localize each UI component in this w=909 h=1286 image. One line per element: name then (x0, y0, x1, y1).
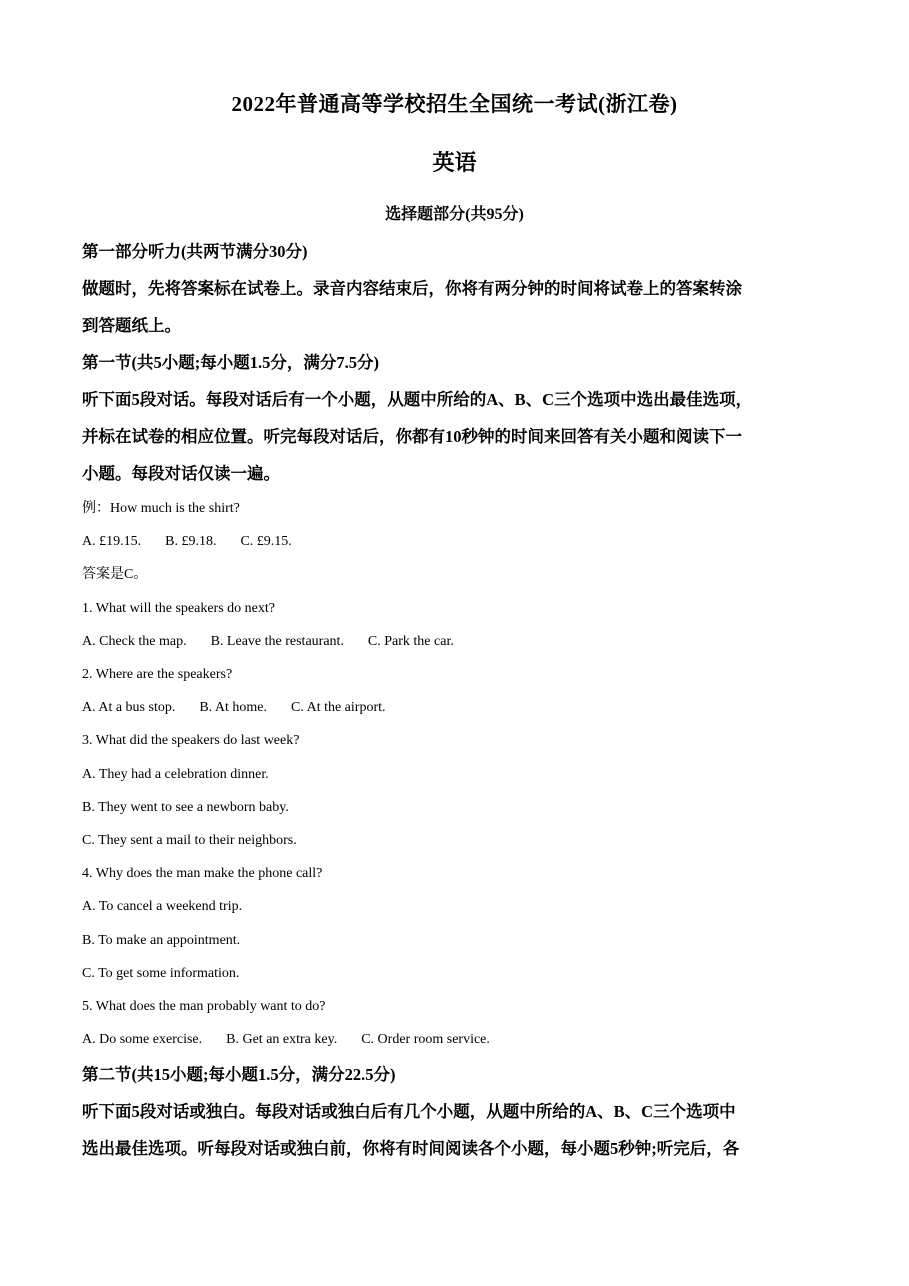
question-4-option-c: C. To get some information. (82, 965, 240, 981)
section2-heading: 第二节(共15小题;每小题1.5分，满分22.5分) (82, 1065, 396, 1085)
question-5-option-b: B. Get an extra key. (226, 1032, 338, 1048)
question-5-option-a: A. Do some exercise. (82, 1032, 203, 1048)
exam-title: 2022年普通高等学校招生全国统一考试(浙江卷) (231, 92, 678, 116)
section1-instruction-line1: 听下面5段对话。每段对话后有一个小题，从题中所给的A、B、C三个选项中选出最佳选项， (82, 390, 753, 409)
question-4-option-b: B. To make an appointment. (82, 932, 241, 948)
question-5-option-c: C. Order room service. (361, 1032, 490, 1048)
exam-content (82, 233, 832, 1167)
question-4: 4. Why does the man make the phone call? (82, 866, 323, 882)
question-2-options (82, 691, 832, 724)
example-option-a: A. £19.15. (82, 534, 142, 550)
question-2-option-b: B. At home. (199, 700, 268, 716)
part-heading: 选择题部分(共95分) (385, 206, 524, 223)
example-question: 例：How much is the shirt? (82, 501, 240, 516)
example-option-c: C. £9.15. (240, 534, 292, 550)
section2-instruction-line2: 选出最佳选项。听每段对话或独白前，你将有时间阅读各个小题，每小题5秒钟;听完后，各 (82, 1139, 740, 1159)
example-answer: 答案是C。 (82, 567, 148, 583)
part1-instruction-line1: 做题时，先将答案标在试卷上。录音内容结束后，你将有两分钟的时间将试卷上的答案转涂 (82, 279, 742, 298)
question-5: 5. What does the man probably want to do? (82, 999, 326, 1015)
question-1-option-c: C. Park the car. (367, 633, 454, 649)
part1-instruction-line2: 到答题纸上。 (82, 316, 181, 335)
example-option-b: B. £9.18. (165, 534, 217, 550)
question-3-option-c: C. They sent a mail to their neighbors. (82, 833, 297, 849)
question-3-option-b: B. They went to see a newborn baby. (82, 799, 289, 815)
question-1-options (82, 625, 832, 658)
question-5-options (82, 1023, 832, 1056)
question-3-option-a: A. They had a celebration dinner. (82, 766, 269, 782)
question-2-option-a: A. At a bus stop. (82, 700, 176, 716)
part1-heading: 第一部分听力(共两节满分30分) (82, 242, 308, 261)
question-2-option-c: C. At the airport. (291, 700, 386, 716)
question-1: 1. What will the speakers do next? (82, 600, 275, 616)
question-2: 2. Where are the speakers? (82, 667, 233, 683)
section1-instruction-line3: 小题。每段对话仅读一遍。 (82, 464, 280, 483)
example-options (82, 525, 832, 558)
question-3: 3. What did the speakers do last week? (82, 733, 300, 749)
question-1-option-a: A. Check the map. (82, 633, 187, 649)
section1-heading: 第一节(共5小题;每小题1.5分，满分7.5分) (82, 353, 379, 372)
section1-instruction-line2: 并标在试卷的相应位置。听完每段对话后，你都有10秒钟的时间来回答有关小题和阅读下一 (82, 427, 742, 446)
section2-instruction-line1: 听下面5段对话或独白。每段对话或独白后有几个小题，从题中所给的A、B、C三个选项中 (82, 1102, 736, 1122)
question-4-option-a: A. To cancel a weekend trip. (82, 899, 243, 915)
subject-title: 英语 (432, 150, 477, 175)
question-1-option-b: B. Leave the restaurant. (210, 633, 344, 649)
